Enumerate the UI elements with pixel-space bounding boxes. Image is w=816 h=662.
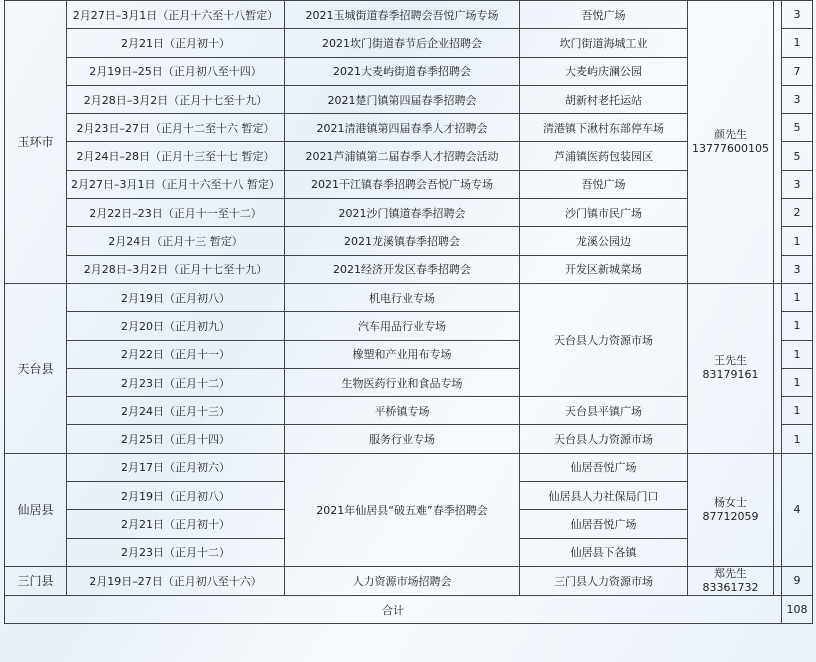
count-cell: 1 — [782, 368, 813, 396]
contact-phone: 83361732 — [702, 580, 759, 594]
fair-name-cell: 2021龙溪镇春季招聘会 — [285, 227, 520, 255]
fair-name-cell: 人力资源市场招聘会 — [285, 566, 520, 595]
count-cell: 3 — [782, 170, 813, 198]
fair-name-cell: 2021坎门街道春节后企业招聘会 — [285, 29, 520, 57]
count-cell: 1 — [782, 340, 813, 368]
date-cell: 2月19日–25日（正月初八至十四） — [67, 57, 285, 85]
count-cell: 5 — [782, 142, 813, 170]
contact-name: 王先生 — [714, 354, 747, 368]
date-cell: 2月19日–27日（正月初八至十六） — [67, 566, 285, 595]
fair-name-cell: 机电行业专场 — [285, 283, 520, 311]
venue-cell: 吾悦广场 — [520, 1, 688, 29]
date-cell: 2月21日（正月初十） — [67, 510, 285, 538]
fair-name-cell: 2021芦浦镇第二届春季人才招聘会活动 — [285, 142, 520, 170]
count-cell: 3 — [782, 85, 813, 113]
count-cell: 1 — [782, 29, 813, 57]
count-cell: 3 — [782, 255, 813, 283]
contact-name: 郑先生 — [714, 566, 747, 580]
venue-cell: 三门县人力资源市场 — [520, 566, 688, 595]
fair-name-cell: 2021干江镇春季招聘会吾悦广场专场 — [285, 170, 520, 198]
count-cell: 9 — [782, 566, 813, 595]
date-cell: 2月22日（正月十一） — [67, 340, 285, 368]
venue-cell: 仙居吾悦广场 — [520, 453, 688, 481]
fair-name-cell: 生物医药行业和食品专场 — [285, 368, 520, 396]
venue-cell: 仙居吾悦广场 — [520, 510, 688, 538]
venue-cell: 沙门镇市民广场 — [520, 199, 688, 227]
count-cell: 5 — [782, 114, 813, 142]
contact-cell — [688, 1, 774, 284]
spacer-cell — [774, 566, 782, 595]
date-cell: 2月27日–3月1日（正月十六至十八 暂定） — [67, 170, 285, 198]
fair-name-cell: 2021玉城街道春季招聘会吾悦广场专场 — [285, 1, 520, 29]
contact-phone: 83179161 — [702, 368, 759, 382]
table-row — [5, 566, 813, 595]
fair-name-cell: 汽车用品行业专场 — [285, 312, 520, 340]
contact-phone: 87712059 — [702, 509, 759, 523]
venue-cell: 清港镇下湫村东部停车场 — [520, 114, 688, 142]
venue-cell: 开发区新城菜场 — [520, 255, 688, 283]
spacer-cell — [774, 1, 782, 284]
date-cell: 2月24日（正月十三） — [67, 397, 285, 425]
spacer-cell — [774, 453, 782, 566]
count-cell: 1 — [782, 425, 813, 453]
fair-name-cell: 平桥镇专场 — [285, 397, 520, 425]
count-cell: 1 — [782, 312, 813, 340]
count-cell: 2 — [782, 199, 813, 227]
fair-name-cell: 2021楚门镇第四届春季招聘会 — [285, 85, 520, 113]
fair-name-cell: 2021经济开发区春季招聘会 — [285, 255, 520, 283]
count-cell: 1 — [782, 283, 813, 311]
date-cell: 2月23日（正月十二） — [67, 538, 285, 566]
date-cell: 2月20日（正月初九） — [67, 312, 285, 340]
table-row — [5, 283, 813, 311]
fair-name-cell: 服务行业专场 — [285, 425, 520, 453]
fair-name-cell: 2021大麦屿街道春季招聘会 — [285, 57, 520, 85]
venue-cell: 天台县平镇广场 — [520, 397, 688, 425]
date-cell: 2月28日–3月2日（正月十七至十九） — [67, 85, 285, 113]
count-cell: 1 — [782, 227, 813, 255]
date-cell: 2月22日–23日（正月十一至十二） — [67, 199, 285, 227]
date-cell: 2月23日–27日（正月十二至十六 暂定） — [67, 114, 285, 142]
date-cell: 2月19日（正月初八） — [67, 482, 285, 510]
contact-cell — [688, 453, 774, 566]
county-cell: 三门县 — [5, 566, 67, 595]
date-cell: 2月24日（正月十三 暂定） — [67, 227, 285, 255]
job-fair-schedule-table — [4, 0, 813, 624]
date-cell: 2月28日–3月2日（正月十七至十九） — [67, 255, 285, 283]
contact-cell — [688, 283, 774, 453]
venue-cell: 大麦屿庆澜公园 — [520, 57, 688, 85]
count-cell: 7 — [782, 57, 813, 85]
contact-name: 杨女士 — [714, 495, 747, 509]
date-cell: 2月24日–28日（正月十三至十七 暂定） — [67, 142, 285, 170]
venue-cell: 天台县人力资源市场 — [520, 283, 688, 396]
contact-name: 颜先生 — [714, 127, 747, 141]
venue-cell: 仙居县下各镇 — [520, 538, 688, 566]
total-row — [5, 595, 813, 623]
county-cell: 仙居县 — [5, 453, 67, 566]
contact-cell — [688, 566, 774, 595]
date-cell: 2月25日（正月十四） — [67, 425, 285, 453]
contact-phone: 13777600105 — [692, 141, 769, 155]
total-label: 合计 — [5, 595, 782, 623]
venue-cell: 天台县人力资源市场 — [520, 425, 688, 453]
fair-name-cell: 2021沙门镇道春季招聘会 — [285, 199, 520, 227]
count-cell: 1 — [782, 397, 813, 425]
county-cell: 玉环市 — [5, 1, 67, 284]
venue-cell: 胡新村老托运站 — [520, 85, 688, 113]
date-cell: 2月17日（正月初六） — [67, 453, 285, 481]
fair-name-cell: 2021年仙居县“破五难”春季招聘会 — [285, 453, 520, 566]
venue-cell: 芦浦镇医药包装园区 — [520, 142, 688, 170]
fair-name-cell: 2021清港镇第四届春季人才招聘会 — [285, 114, 520, 142]
date-cell: 2月21日（正月初十） — [67, 29, 285, 57]
venue-cell: 坎门街道海城工业 — [520, 29, 688, 57]
count-cell: 4 — [782, 453, 813, 566]
date-cell: 2月23日（正月十二） — [67, 368, 285, 396]
table-row — [5, 1, 813, 29]
date-cell: 2月27日–3月1日（正月十六至十八暂定） — [67, 1, 285, 29]
date-cell: 2月19日（正月初八） — [67, 283, 285, 311]
venue-cell: 仙居县人力社保局门口 — [520, 482, 688, 510]
county-cell: 天台县 — [5, 283, 67, 453]
venue-cell: 龙溪公园边 — [520, 227, 688, 255]
count-cell: 3 — [782, 1, 813, 29]
total-value: 108 — [782, 595, 813, 623]
spacer-cell — [774, 283, 782, 453]
venue-cell: 吾悦广场 — [520, 170, 688, 198]
fair-name-cell: 橡塑和产业用布专场 — [285, 340, 520, 368]
table-row — [5, 453, 813, 481]
